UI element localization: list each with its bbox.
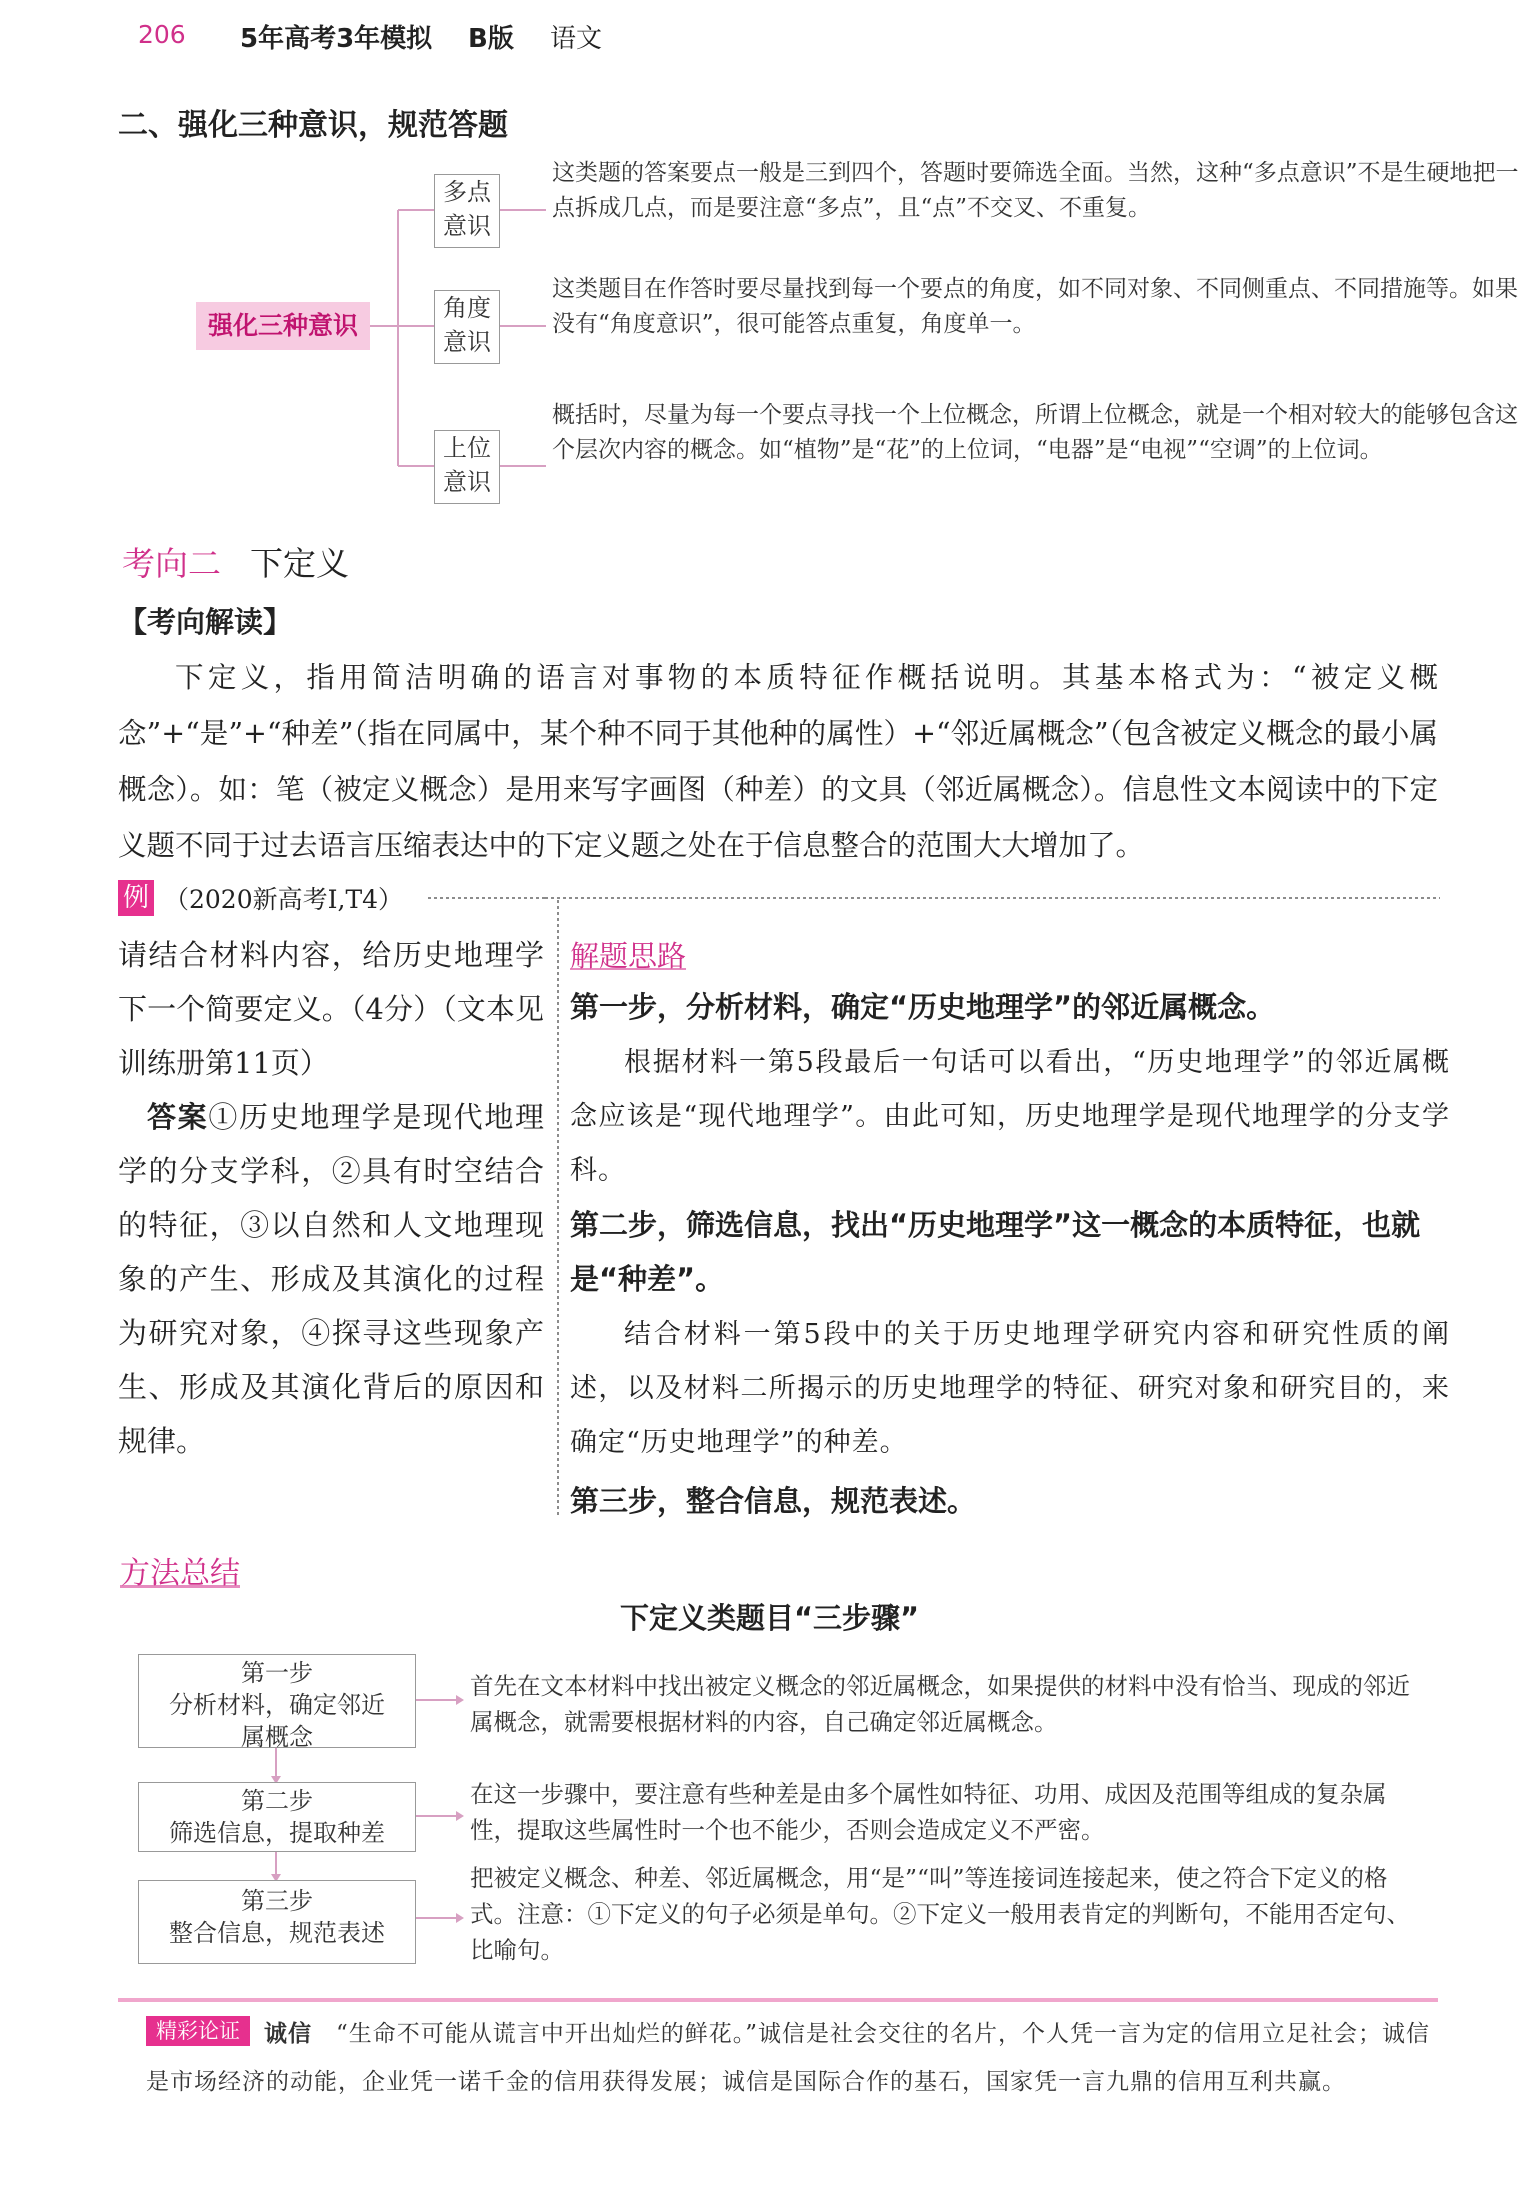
branch-label: 意识 (443, 212, 491, 240)
flow-step-text: 分析材料，确定邻近 (169, 1691, 385, 1719)
example-source: （2020新高考Ⅰ,T4） (164, 885, 404, 914)
branch-label: 上位 (443, 434, 491, 462)
flow-step-label: 第一步 (241, 1659, 313, 1687)
step1-title: 第一步，分析材料，确定“历史地理学”的邻近属概念。 (570, 990, 1276, 1024)
note-divider (118, 1998, 1438, 2002)
branch-label: 多点 (443, 178, 491, 206)
flow-step2-box (138, 1782, 416, 1852)
branch-text-jiaodu: 这类题目在作答时要尽量找到每一个要点的角度，如不同对象、不同侧重点、不同措施等。如果没有“角度意识”，很可能答点重复，角度单一。 (552, 276, 1518, 337)
book-edition: B版 (468, 24, 514, 54)
flow-step-text: 整合信息，规范表述 (169, 1919, 385, 1947)
kaoxiang-jiedu-label: 【考向解读】 (118, 605, 293, 639)
example-badge: 例 (118, 880, 154, 916)
flow-step-label: 第二步 (241, 1787, 313, 1815)
solution-approach-label: 解题思路 (570, 939, 687, 973)
step2-body: 结合材料一第5段中的关于历史地理学研究内容和研究性质的阐述，以及材料二所揭示的历史地理学的特征、研究对象和研究目的，来确定“历史地理学”的种差。 (570, 1319, 1450, 1458)
kaoxiang-label: 考向二 (122, 544, 221, 583)
page-number: 206 (138, 20, 186, 49)
flow-step-text: 筛选信息，提取种差 (169, 1819, 385, 1847)
book-subject: 语文 (550, 24, 603, 54)
flow-step1-description: 首先在文本材料中找出被定义概念的邻近属概念，如果提供的材料中没有恰当、现成的邻近属概念，就需要根据材料的内容，自己确定邻近属概念。 (470, 1672, 1410, 1736)
note-paragraph (146, 2010, 1436, 2106)
flow-step2-description: 在这一步骤中，要注意有些种差是由多个属性如特征、功用、成因及范围等组成的复杂属性，提取这些属性时一个也不能少，否则会造成定义不严密。 (470, 1780, 1387, 1844)
flow-step3-description: 把被定义概念、种差、邻近属概念，用“是”“叫”等连接词连接起来，使之符合下定义的格式。注意：①下定义的句子必须是单句。②下定义一般用表肯定的判断句，不能用否定句、比喻句。 (470, 1864, 1410, 1964)
step1-body: 根据材料一第5段最后一句话可以看出，“历史地理学”的邻近属概念应该是“现代地理学”。由此可知，历史地理学是现代地理学的分支学科。 (570, 1047, 1450, 1186)
book-title: 5年高考3年模拟 (240, 24, 433, 54)
branch-text-duodian: 这类题的答案要点一般是三到四个，答题时要筛选全面。当然，这种“多点意识”不是生硬地把一点拆成几点，而是要注意“多点”，且“点”不交叉、不重复。 (552, 160, 1519, 221)
section-heading: 二、强化三种意识，规范答题 (118, 108, 508, 143)
branch-label: 意识 (443, 328, 491, 356)
mindmap-root: 强化三种意识 (196, 302, 370, 350)
flow-step-text: 属概念 (241, 1723, 313, 1751)
branch-text-shangwei: 概括时，尽量为每一个要点寻找一个上位概念，所谓上位概念，就是一个相对较大的能够包含这个层次内容的概念。如“植物”是“花”的上位词，“电器”是“电视”“空调”的上位词。 (552, 402, 1518, 463)
step2-title: 第二步，筛选信息，找出“历史地理学”这一概念的本质特征，也就是“种差”。 (570, 1208, 1421, 1296)
kaoxiang-intro-paragraph: 下定义，指用简洁明确的语言对事物的本质特征作概括说明。其基本格式为：“被定义概念”+“是”+“种差”（指在同属中，某个种不同于其他种的属性）+“邻近属概念”（包含被定义概念的最小属概念）。如：笔（被定义概念）是用来写字画图（种差）的文具（邻近属概念）。信息性文本阅读中的下定义题不同于过去语言压缩表达中的下定义题之处在于信息整合的范围大大增加了。 (118, 661, 1438, 862)
flow-step-label: 第三步 (241, 1887, 313, 1915)
flow-step3-box (138, 1880, 416, 1964)
flow-title: 下定义类题目“三步骤” (620, 1601, 920, 1635)
kaoxiang-title: 下定义 (250, 544, 349, 583)
flow-step1-box (138, 1654, 416, 1751)
example-question: 请结合材料内容，给历史地理学下一个简要定义。（4分）（文本见训练册第11页） (118, 938, 544, 1080)
answer-text: ①历史地理学是现代地理学的分支学科，②具有时空结合的特征，③以自然和人文地理现象的产生、形成及其演化的过程为研究对象，④探寻这些现象产生、形成及其演化背后的原因和规律。 (118, 1100, 544, 1458)
note-title: 诚信 (264, 2021, 312, 2047)
branch-label: 意识 (443, 468, 491, 496)
note-text: “生命不可能从谎言中开出灿烂的鲜花。”诚信是社会交往的名片，个人凭一言为定的信用立足社会；诚信是市场经济的动能，企业凭一诺千金的信用获得发展；诚信是国际合作的基石，国家凭一言九鼎的信用互利共赢。 (146, 2021, 1431, 2095)
note-badge: 精彩论证 (146, 2016, 250, 2046)
answer-label: 答案 (147, 1100, 209, 1134)
branch-label: 角度 (443, 294, 491, 322)
method-summary-label: 方法总结 (120, 1556, 240, 1591)
step3-title: 第三步，整合信息，规范表述。 (570, 1484, 977, 1518)
